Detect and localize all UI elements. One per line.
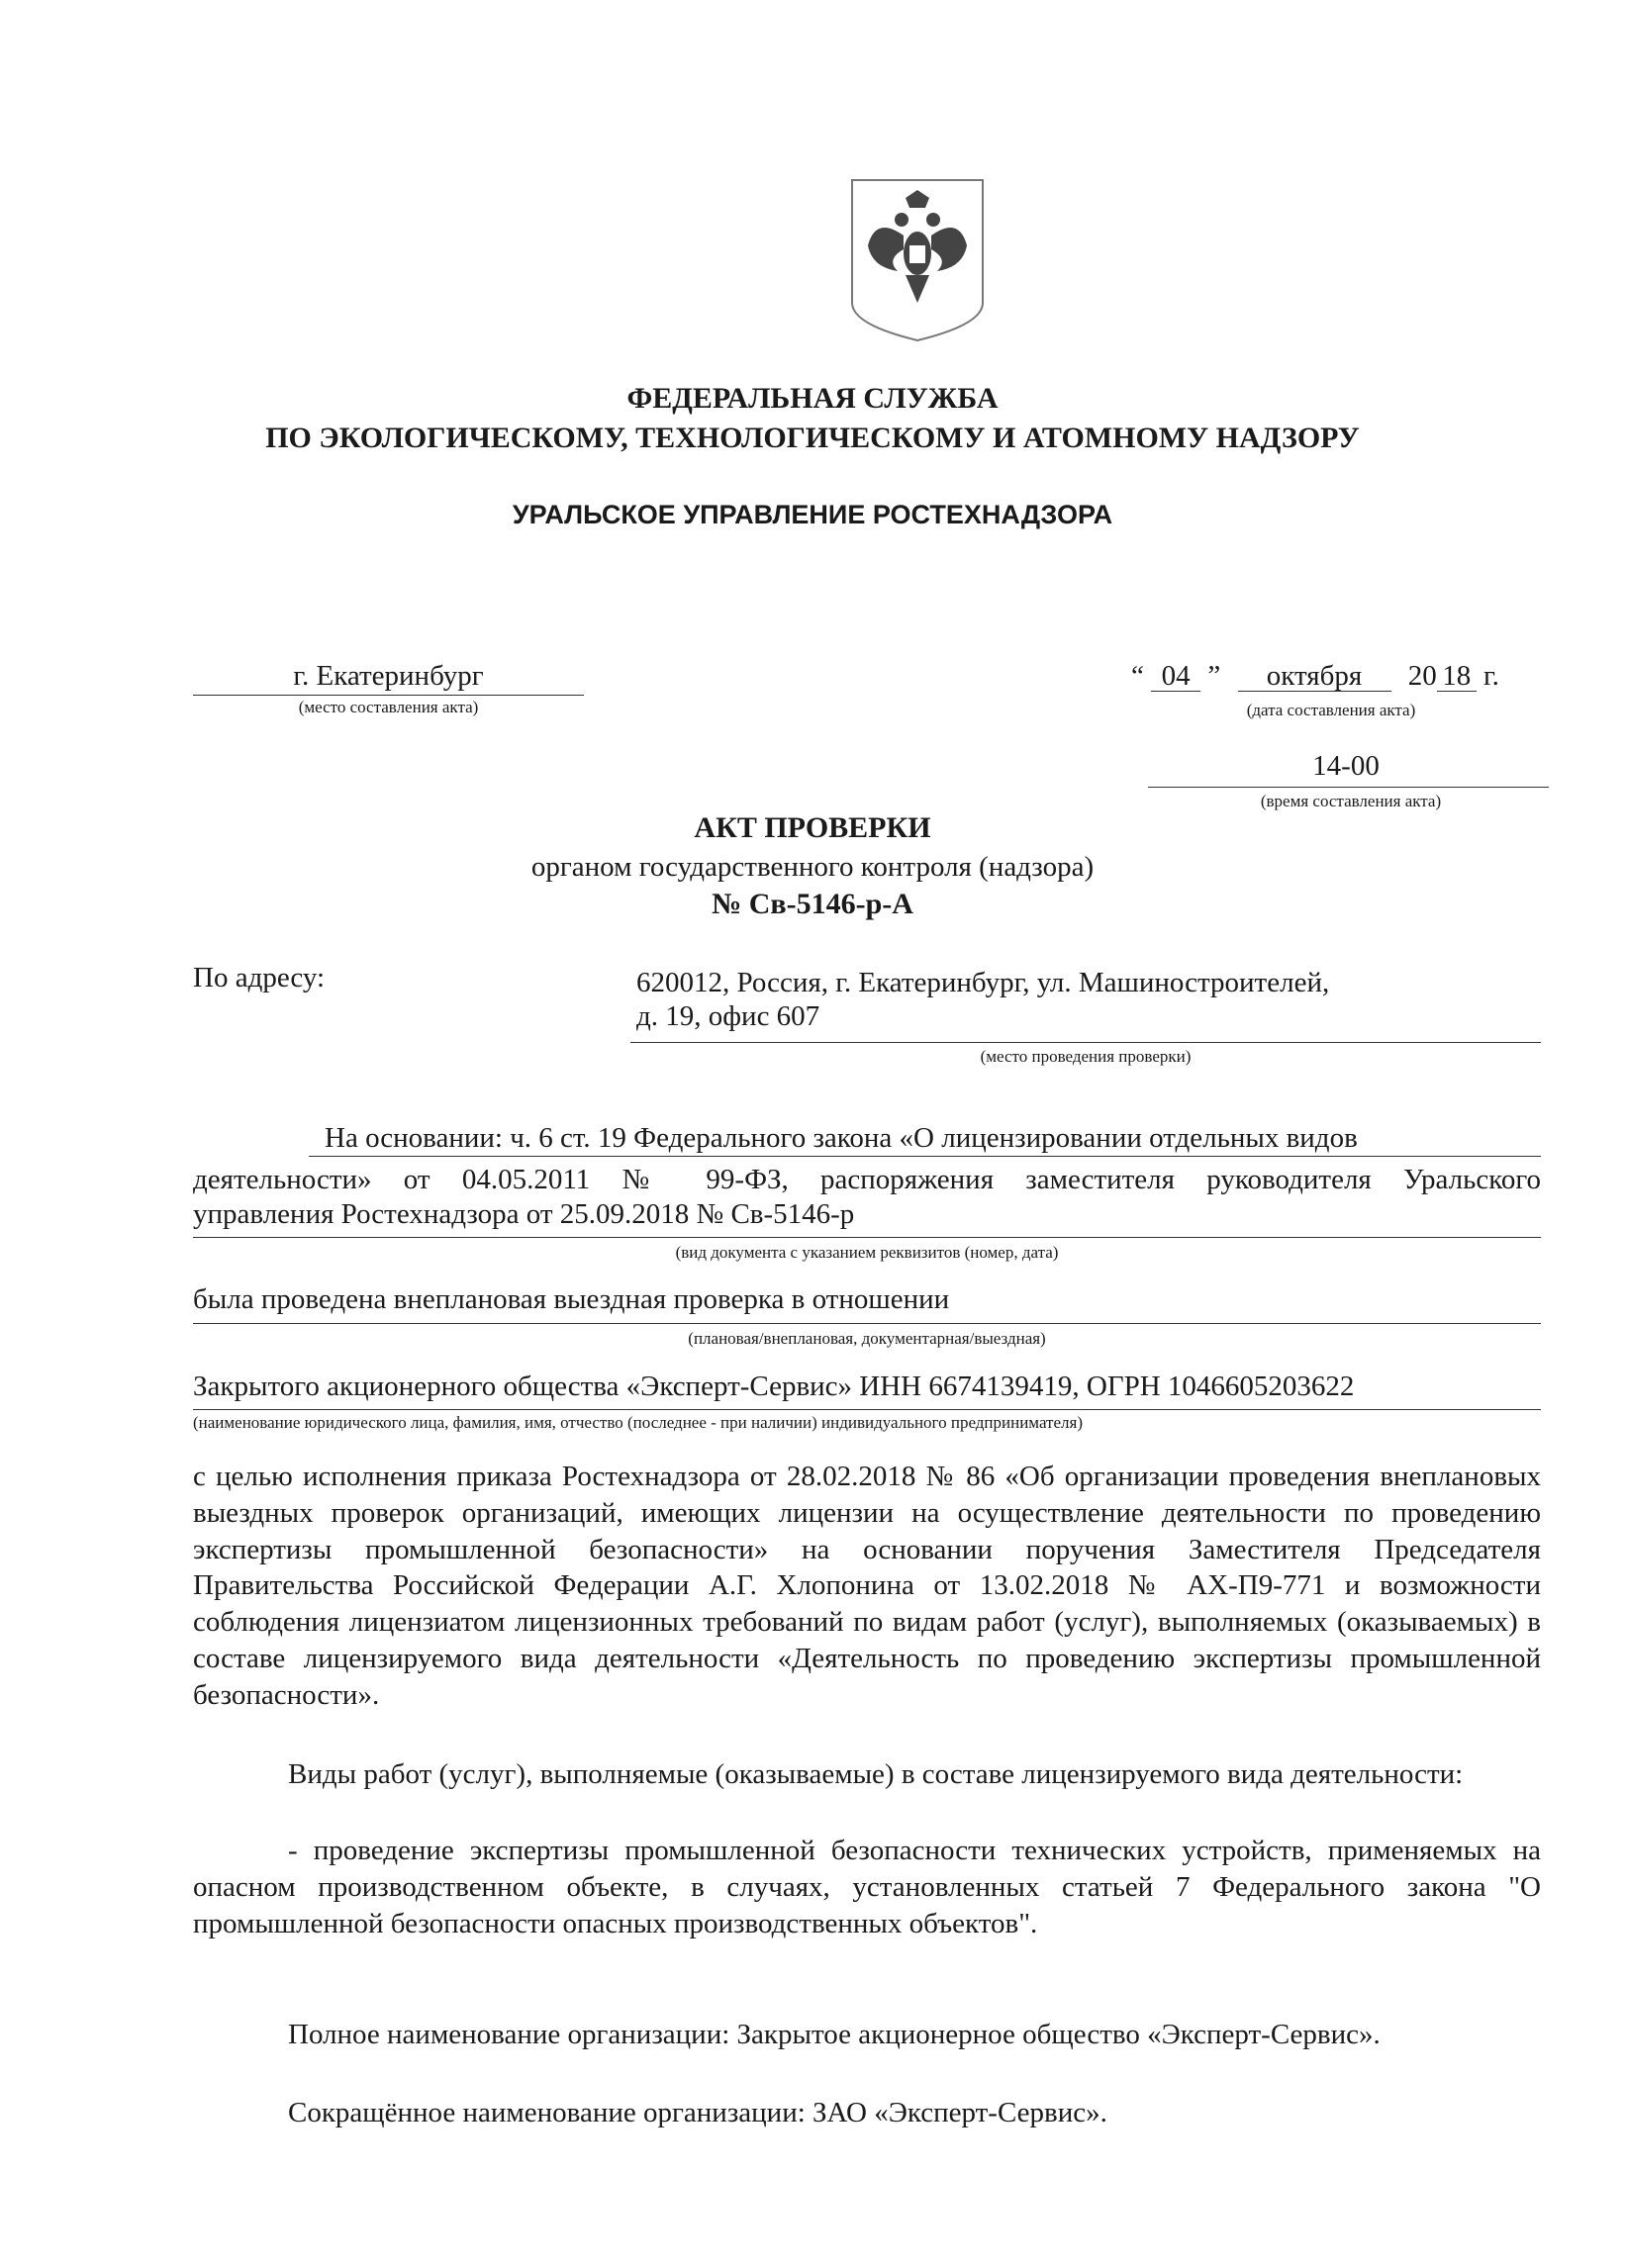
basis-underline3 [193,1237,1541,1238]
address-line1: 620012, Россия, г. Екатеринбург, ул. Машиностроителей, [636,967,1330,998]
basis-line2: деятельности» от 04.05.2011 № 99-ФЗ, распоряжения заместителя руководителя Уральского [193,1164,1541,1195]
date-century: 20 [1407,660,1437,692]
date-open-quote: “ [1131,660,1144,692]
basis-underline1 [309,1156,1541,1157]
purpose-paragraph: с целью исполнения приказа Ростехнадзора от 28.02.2018 № 86 «Об организации проведения внеплановых выездных проверок организаций, имеющих лицензии на осуществление деятельности по проведению экспертизы промышленной безопасности» на основании поручения Заместителя Председателя Правительства Российской Федерации А.Г. Хлопонина от 13.02.2018 № АХ-П9-771 и возможности соблюдения лицензиатом лицензионных требований по видам работ (услуг), выполняемых (оказываемых) в составе лицензируемого вида деятельности «Деятельность по проведению экспертизы промышленной безопасности». [193,1461,1541,1711]
entity-caption: (наименование юридического лица, фамилия, имя, отчество (последнее - при наличии) индивидуального предпринимателя) [193,1413,1083,1432]
date-year: 18 [1437,661,1477,692]
date-suffix: г. [1483,660,1499,692]
place-underline [193,695,584,696]
inspection-caption: (плановая/внеплановая, документарная/выездная) [688,1329,1046,1348]
department-name: УРАЛЬСКОЕ УПРАВЛЕНИЕ РОСТЕХНАДЗОРА [512,500,1113,529]
org-short-name: Сокращённое наименование организации: ЗАО «Эксперт-Сервис». [288,2097,1107,2128]
time-caption: (время составления акта) [1260,792,1442,810]
date-field [1131,658,1499,695]
address-label: По адресу: [193,962,326,993]
agency-name-line2: ПО ЭКОЛОГИЧЕСКОМУ, ТЕХНОЛОГИЧЕСКОМУ И АТОМНОМУ НАДЗОРУ [265,422,1360,454]
basis-line1: На основании: ч. 6 ст. 19 Федерального закона «О лицензировании отдельных видов [325,1122,1358,1154]
basis-line3: управления Ростехнадзора от 25.09.2018 № Св-5146-р [193,1198,855,1230]
agency-name-line1: ФЕДЕРАЛЬНАЯ СЛУЖБА [626,382,999,415]
coat-of-arms-emblem [846,176,989,342]
entity-underline [193,1409,1541,1410]
inspection-underline [193,1323,1541,1324]
address-underline [630,1042,1541,1043]
basis-caption: (вид документа с указанием реквизитов (номер, дата) [675,1243,1059,1262]
russian-coat-of-arms-icon [846,176,989,342]
time-underline [1148,787,1549,788]
date-caption: (дата составления акта) [1246,701,1416,719]
act-subtitle: органом государственного контроля (надзора) [530,851,1095,883]
act-number: № Св-5146-р-А [712,888,913,920]
date-close-quote: ” [1207,660,1221,692]
works-item: - проведение экспертизы промышленной безопасности технических устройств, применяемых на опасном производственном объекте, в случаях, установленных статьей 7 Федерального закона "О промышленной безопасности опасных производственных объектов". [193,1835,1541,1939]
address-caption: (место проведения проверки) [980,1047,1192,1066]
place-value: г. Екатеринбург [293,660,484,692]
act-title: АКТ ПРОВЕРКИ [694,811,931,844]
time-value: 14-00 [1312,750,1380,782]
org-full-name: Полное наименование организации: Закрытое акционерное общество «Эксперт-Сервис». [288,2019,1381,2050]
works-intro: Виды работ (услуг), выполняемые (оказываемые) в составе лицензируемого вида деятельности: [288,1758,1464,1790]
date-day: 04 [1151,661,1200,692]
address-line2: д. 19, офис 607 [636,1000,820,1032]
place-caption: (место составления акта) [298,698,479,716]
inspected-entity: Закрытого акционерного общества «Эксперт-Сервис» ИНН 6674139419, ОГРН 1046605203622 [193,1370,1355,1402]
date-month: октября [1238,661,1391,692]
inspection-type: была проведена внеплановая выездная проверка в отношении [193,1283,950,1315]
